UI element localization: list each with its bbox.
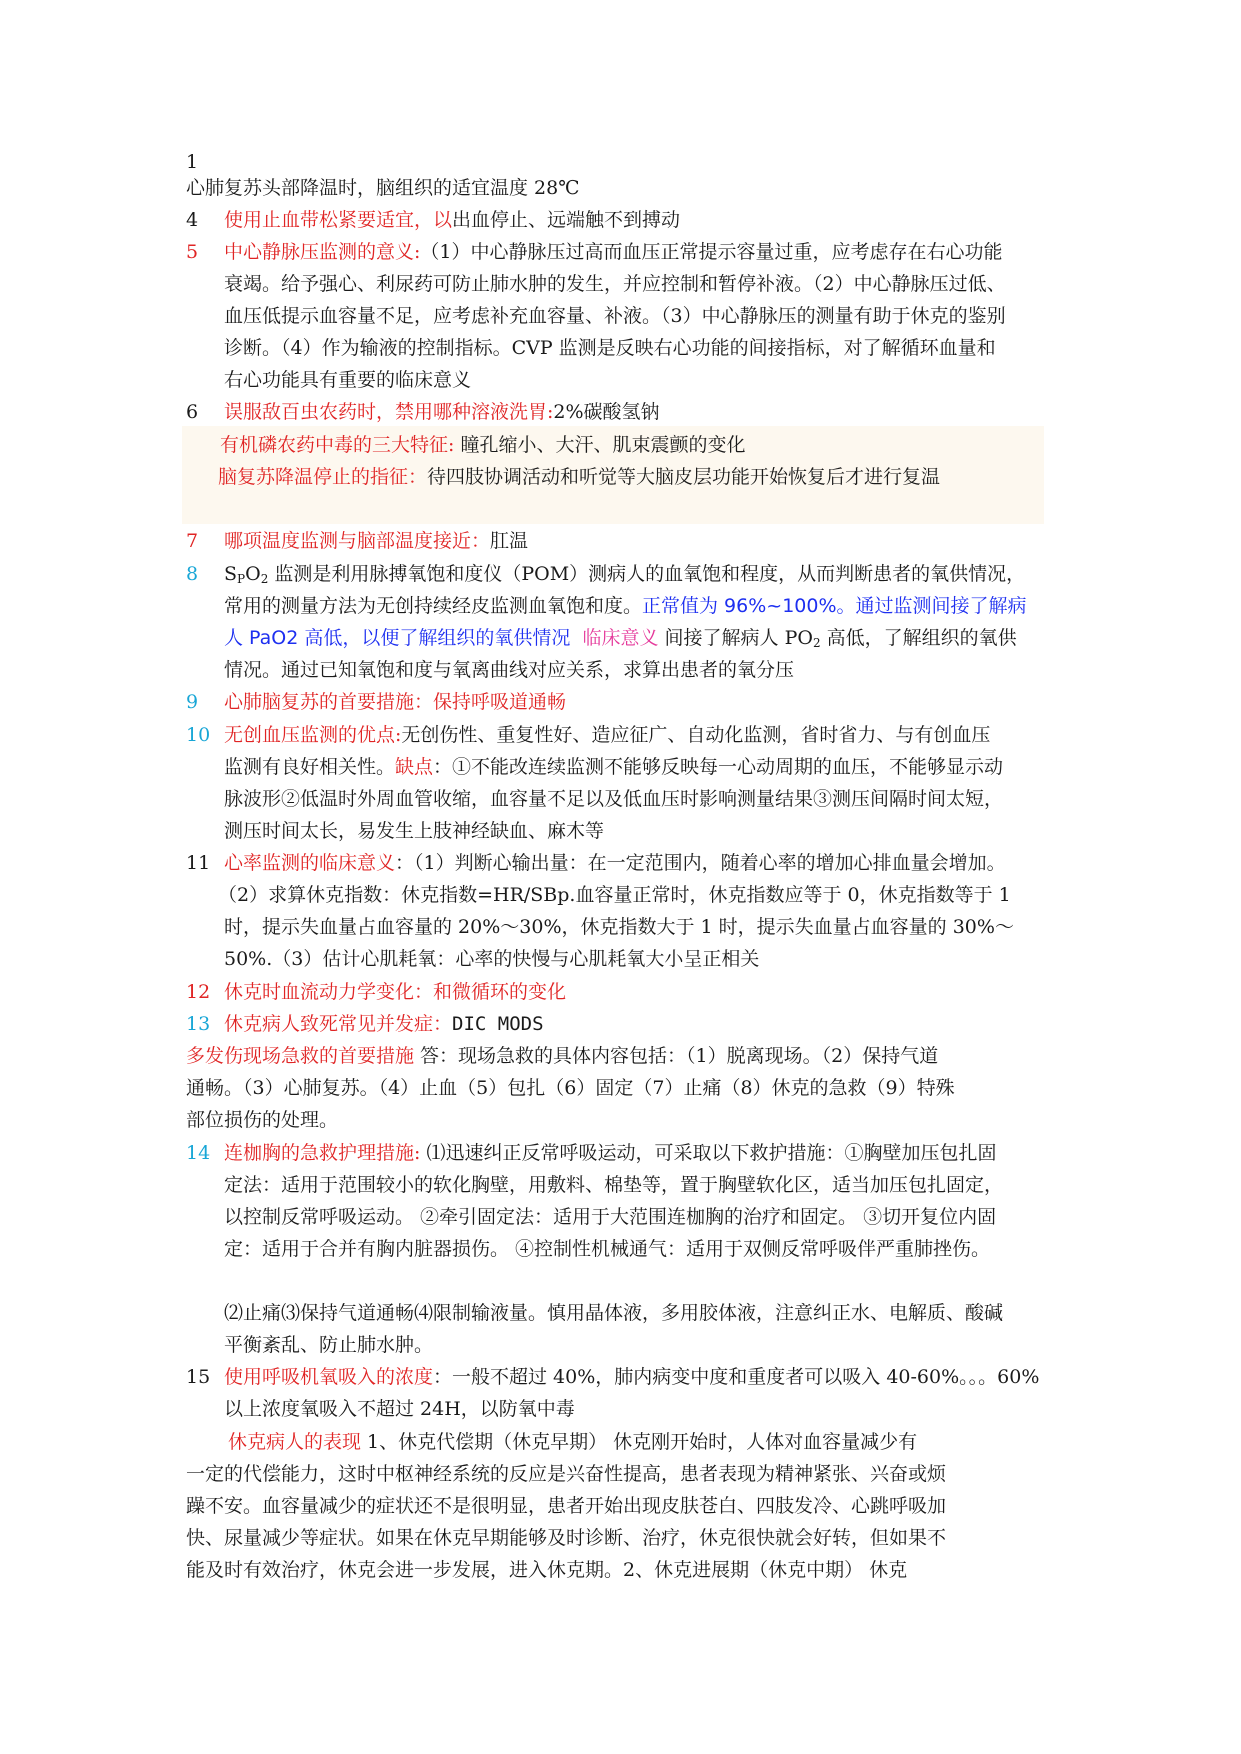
paragraph-line: 测压时间太长，易发生上肢神经缺血、麻木等 — [224, 820, 605, 842]
paragraph-line: 连枷胸的急救护理措施: ⑴迅速纠正反常呼吸运动，可采取以下救护措施：①胸壁加压包扎固 — [224, 1142, 997, 1164]
item-number: 5 — [186, 241, 199, 263]
paragraph-line: 诊断。（4）作为输液的控制指标。CVP 监测是反映右心功能的间接指标，对了解循环血量和 — [224, 337, 996, 359]
item-text: 出血停止、远端触不到搏动 — [452, 209, 681, 231]
item-number: 9 — [186, 691, 199, 713]
paragraph-line: 50%.（3）估计心肌耗氧：心率的快慢与心肌耗氧大小呈正相关 — [224, 948, 760, 970]
paragraph-line: 多发伤现场急救的首要措施 答：现场急救的具体内容包括：（1）脱离现场。（2）保持气道 — [186, 1045, 939, 1067]
item-number: 6 — [186, 401, 199, 423]
item-number: 13 — [186, 1013, 211, 1035]
item-text: 2%碳酸氢钠 — [553, 401, 660, 423]
item-heading: 休克病人致死常见并发症： — [224, 1013, 453, 1035]
paragraph-line: 血压低提示血容量不足，应考虑补充血容量、补液。（3）中心静脉压的测量有助于休克的鉴别 — [224, 305, 1006, 327]
paragraph-line: 无创血压监测的优点:无创伤性、重复性好、造应征广、自动化监测，省时省力、与有创血压 — [224, 724, 991, 746]
paragraph-line — [224, 206, 680, 234]
item-number: 11 — [186, 852, 211, 874]
item-text: 瞳孔缩小、大汗、肌束震颤的变化 — [454, 434, 746, 456]
item-heading: 多发伤现场急救的首要措施 — [186, 1045, 415, 1067]
paragraph-line: 衰竭。给予强心、利尿药可防止肺水肿的发生，并应控制和暂停补液。（2）中心静脉压过低、 — [224, 273, 1006, 295]
item-heading: 使用呼吸机氧吸入的浓度 — [224, 1366, 434, 1388]
paragraph-line: ⑵止痛⑶保持气道通畅⑷限制输液量。慎用晶体液，多用胶体液，注意纠正水、电解质、酸碱 — [224, 1302, 1004, 1324]
paragraph-line — [220, 431, 745, 459]
item-heading: 心肺脑复苏的首要措施：保持呼吸道通畅 — [224, 691, 567, 713]
item-heading: 缺点 — [395, 756, 434, 778]
paragraph-line: 快、尿量减少等症状。如果在休克早期能够及时诊断、治疗，休克很快就会好转，但如果不 — [186, 1527, 947, 1549]
item-text: 肛温 — [490, 530, 529, 552]
normal-value-note: 人 PaO2 高低，以便了解组织的氧供情况 — [224, 627, 571, 649]
paragraph-line: 休克病人致死常见并发症：DIC MODS — [224, 1013, 544, 1035]
item-heading: 中心静脉压监测的意义: — [224, 241, 421, 263]
paragraph-line: $S_PO_2$ 监测是利用脉搏氧饱和度仪（POM）测病人的血氧饱和程度，从而判断患者的氧供情况， — [224, 563, 1026, 586]
paragraph-line — [224, 398, 660, 426]
paragraph-line: 情况。通过已知氧饱和度与氧离曲线对应关系，求算出患者的氧分压 — [224, 659, 795, 681]
paragraph-line: 能及时有效治疗，休克会进一步发展，进入休克期。2、休克进展期（休克中期） 休克 — [186, 1559, 908, 1581]
paragraph-line: 通畅。（3）心肺复苏。（4）止血（5）包扎（6）固定（7）止痛（8）休克的急救（9）特殊 — [186, 1077, 955, 1099]
item-heading: 哪项温度监测与脑部温度接近： — [224, 530, 491, 552]
paragraph-line: 右心功能具有重要的临床意义 — [224, 369, 472, 391]
paragraph-line: 人 PaO2 高低，以便了解组织的氧供情况 临床意义 间接了解病人 $PO_2$ 高低，了解组织的氧供 — [224, 627, 1017, 650]
paragraph-line: 监测有良好相关性。缺点：①不能改连续监测不能够反映每一心动周期的血压，不能够显示动 — [224, 756, 1004, 778]
paragraph-line: 定：适用于合并有胸内脏器损伤。 ④控制性机械通气：适用于双侧反常呼吸伴严重肺挫伤。 — [224, 1238, 991, 1260]
paragraph-line: 定法：适用于范围较小的软化胸壁，用敷料、棉垫等，置于胸壁软化区，适当加压包扎固定， — [224, 1174, 1004, 1196]
paragraph-line: 以控制反常呼吸运动。 ②牵引固定法：适用于大范围连枷胸的治疗和固定。 ③切开复位内固 — [224, 1206, 997, 1228]
paragraph-line: 平衡紊乱、防止肺水肿。 — [224, 1334, 434, 1356]
item-heading: 无创血压监测的优点: — [224, 724, 402, 746]
clinical-meaning-label: 临床意义 — [582, 627, 659, 649]
paragraph-line — [224, 238, 1003, 266]
item-heading: 脑复苏降温停止的指征： — [218, 466, 428, 488]
paragraph-line: 时，提示失血量占血容量的 20%～30%，休克指数大于 1 时，提示失血量占血容量的 30%～ — [224, 916, 1014, 938]
item-number: 1 — [186, 151, 199, 173]
item-number: 8 — [186, 563, 199, 585]
item-heading: 有机磷农药中毒的三大特征: — [220, 434, 455, 456]
paragraph-line: 一定的代偿能力，这时中枢神经系统的反应是兴奋性提高，患者表现为精神紧张、兴奋或烦 — [186, 1463, 947, 1485]
item-text: （1）中心静脉压过高而血压正常提示容量过重，应考虑存在右心功能 — [420, 241, 1003, 263]
paragraph-line: 常用的测量方法为无创持续经皮监测血氧饱和度。正常值为 96%~100%。通过监测间接了解病 — [224, 595, 1027, 617]
paragraph-line: 心肺复苏头部降温时，脑组织的适宜温度 28℃ — [186, 177, 580, 199]
paragraph-line: 心率监测的临床意义：（1）判断心输出量：在一定范围内，随着心率的增加心排血量会增加。 — [224, 852, 1006, 874]
paragraph-line: 躁不安。血容量减少的症状还不是很明显，患者开始出现皮肤苍白、四肢发冷、心跳呼吸加 — [186, 1495, 947, 1517]
item-heading: 休克时血流动力学变化：和微循环的变化 — [224, 981, 567, 1003]
paragraph-line: （2）求算休克指数：休克指数=HR/SBp.血容量正常时，休克指数应等于 0，休克指数等于 1 — [218, 884, 1011, 906]
paragraph-line: 部位损伤的处理。 — [186, 1109, 339, 1131]
item-number: 14 — [186, 1142, 211, 1164]
paragraph-line: 休克病人的表现 1、休克代偿期（休克早期） 休克刚开始时，人体对血容量减少有 — [228, 1431, 918, 1453]
item-number: 15 — [186, 1366, 211, 1388]
item-heading: 使用止血带松紧要适宜，以 — [224, 209, 453, 231]
item-text: 待四肢协调活动和听觉等大脑皮层功能开始恢复后才进行复温 — [427, 466, 941, 488]
item-number: 7 — [186, 530, 199, 552]
paragraph-line — [224, 527, 528, 555]
item-number: 12 — [186, 981, 211, 1003]
paragraph-line: 以上浓度氧吸入不超过 24H，以防氧中毒 — [224, 1398, 575, 1420]
item-number: 10 — [186, 724, 211, 746]
normal-value-note: 正常值为 96%~100%。通过监测间接了解病 — [642, 595, 1027, 617]
item-heading: 误服敌百虫农药时，禁用哪种溶液洗胃: — [224, 401, 554, 423]
paragraph-line: 脉波形②低温时外周血管收缩，血容量不足以及低血压时影响测量结果③测压间隔时间太短， — [224, 788, 1004, 810]
item-heading: 心率监测的临床意义 — [224, 852, 396, 874]
item-heading: 连枷胸的急救护理措施: — [224, 1142, 421, 1164]
item-number: 4 — [186, 209, 199, 231]
paragraph-line: 使用呼吸机氧吸入的浓度：一般不超过 40%，肺内病变中度和重度者可以吸入 40-60%。。。60% — [224, 1366, 1040, 1388]
item-heading: 休克病人的表现 — [228, 1431, 362, 1453]
paragraph-line — [218, 463, 940, 491]
